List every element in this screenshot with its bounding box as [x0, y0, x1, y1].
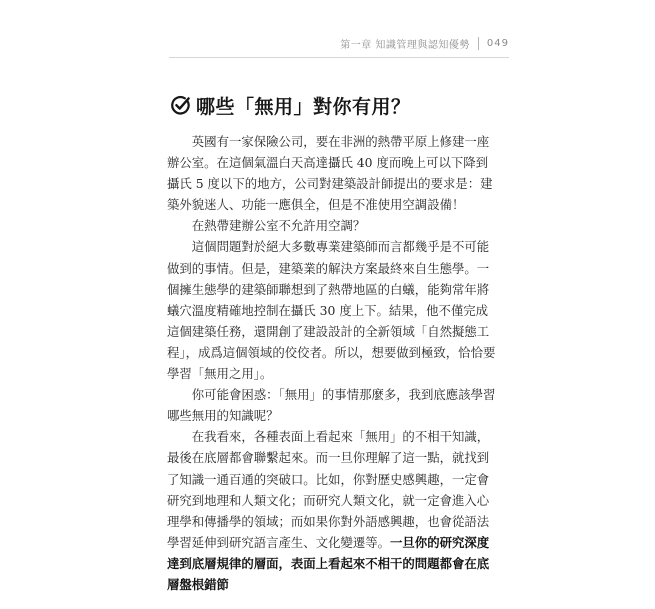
- paragraph: [167, 384, 500, 426]
- page-number: 049: [486, 38, 509, 49]
- paragraph: [167, 215, 500, 236]
- emphasized-text: 一旦你的研究深度達到底層規律的層面，表面上看起來不相干的問題都會在底層盤根錯節: [167, 534, 490, 592]
- paragraph-text: 這個問題對於絕大多數專業建築師而言都幾乎是不可能做到的事情。但是，建築業的解決方案最終來自生態學。一個擁生態學的建築師聯想到了熱帶地區的白蟻，能夠常年將蟻穴溫度精確地控制在攝氏 30 度上下。結果，他不僅完成這個建築任務，還開創了建設設計的全新領域「自然擬態工程」，成爲這個領域的佼佼者。所以，想要做到極致，恰恰要學習「無用之用」。: [167, 239, 496, 382]
- paragraph: [167, 236, 500, 384]
- header-rule: [169, 57, 509, 58]
- paragraph-text: 你可能會困惑：「無用」的事情那麼多，我到底應該學習哪些無用的知識呢？: [167, 387, 496, 424]
- section-title: 哪些「無用」對你有用？: [196, 96, 411, 118]
- paragraph-text: 在我看來，各種表面上看起來「無用」的不相干知識，最後在底層都會聯繫起來。而一旦你理解了這一點，就找到了知識一通百通的突破口。比如，你對歷史感興趣，一定會研究到地理和人類文化；而研究人類文化，就一定會進入心理學和傳播學的領域；而如果你對外語感興趣，也會從語法學習延伸到研究語言產生、文化變遷等。: [167, 429, 490, 550]
- body-text: [167, 131, 500, 595]
- paragraph-text: 在熱帶建辦公室不允許用空調？: [191, 218, 366, 234]
- header-separator: [478, 37, 479, 50]
- paragraph: [167, 131, 500, 215]
- running-header: [340, 36, 509, 51]
- paragraph: [167, 426, 500, 595]
- section-heading: [170, 92, 411, 119]
- checkmark-circle-icon: [170, 95, 191, 116]
- paragraph-text: 英國有一家保險公司，要在非洲的熱帶平原上修建一座辦公室。在這個氣溫白天高達攝氏 40 度而晚上可以下降到攝氏 5 度以下的地方，公司對建築設計師提出的要求是：建築外貌迷人、功能一應俱全，但是不准使用空調設備！: [167, 134, 493, 213]
- chapter-title: 第一章 知識管理與認知優勢: [340, 40, 470, 51]
